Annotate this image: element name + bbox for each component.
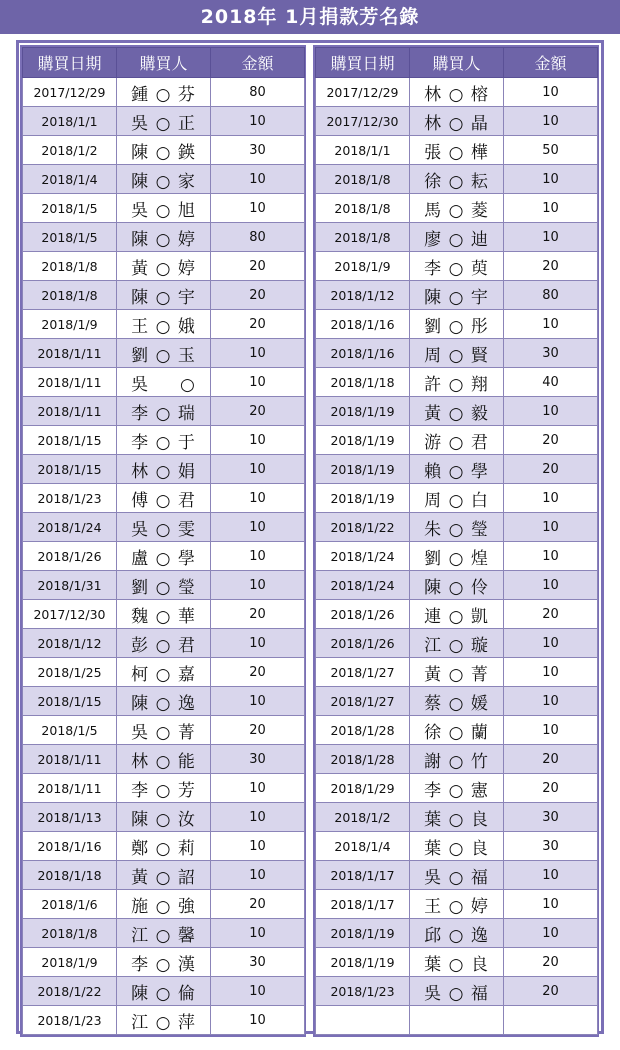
cell-amount: 10	[504, 194, 598, 223]
table-row	[316, 339, 598, 368]
cell-date: 2018/1/26	[316, 600, 410, 629]
cell-amount: 10	[504, 542, 598, 571]
cell-name: 柯 ○ 嘉	[117, 658, 211, 687]
cell-name: 劉 ○ 煌	[410, 542, 504, 571]
cell-name: 李 ○ 萸	[410, 252, 504, 281]
cell-name: 邱 ○ 逸	[410, 919, 504, 948]
cell-amount: 80	[211, 223, 305, 252]
table-row	[23, 774, 305, 803]
cell-date: 2018/1/8	[23, 919, 117, 948]
table-row	[316, 774, 598, 803]
cell-name: 劉 ○ 玉	[117, 339, 211, 368]
cell-name: 吳 ○	[117, 368, 211, 397]
cell-date: 2018/1/11	[23, 745, 117, 774]
cell-date: 2018/1/11	[23, 368, 117, 397]
cell-name: 李 ○ 瑞	[117, 397, 211, 426]
table-row	[23, 397, 305, 426]
cell-name: 傅 ○ 君	[117, 484, 211, 513]
cell-name: 吳 ○ 旭	[117, 194, 211, 223]
cell-name: 葉 ○ 良	[410, 803, 504, 832]
table-row	[23, 252, 305, 281]
table-row	[23, 629, 305, 658]
cell-name: 黃 ○ 菁	[410, 658, 504, 687]
table-row	[316, 861, 598, 890]
table-row	[316, 252, 598, 281]
cell-name: 廖 ○ 迪	[410, 223, 504, 252]
cell-name: 李 ○ 芳	[117, 774, 211, 803]
cell-name: 吳 ○ 福	[410, 977, 504, 1006]
cell-amount: 20	[211, 658, 305, 687]
table-row	[23, 832, 305, 861]
header-amount: 金額	[211, 48, 305, 78]
cell-date: 2017/12/30	[316, 107, 410, 136]
table-row	[23, 513, 305, 542]
cell-date: 2018/1/15	[23, 455, 117, 484]
cell-date: 2018/1/22	[23, 977, 117, 1006]
cell-amount: 80	[504, 281, 598, 310]
cell-date: 2018/1/4	[23, 165, 117, 194]
cell-name: 王 ○ 娥	[117, 310, 211, 339]
table-row	[23, 426, 305, 455]
cell-amount: 10	[504, 687, 598, 716]
cell-date: 2018/1/11	[23, 774, 117, 803]
cell-amount: 10	[504, 658, 598, 687]
cell-name: 彭 ○ 君	[117, 629, 211, 658]
cell-amount: 10	[211, 977, 305, 1006]
cell-date: 2018/1/8	[23, 281, 117, 310]
cell-amount: 10	[211, 803, 305, 832]
cell-date: 2018/1/9	[316, 252, 410, 281]
page-title: 2018年 1月捐款芳名錄	[0, 0, 620, 34]
table-row	[316, 977, 598, 1006]
cell-date: 2018/1/13	[23, 803, 117, 832]
cell-name: 賴 ○ 學	[410, 455, 504, 484]
cell-date: 2018/1/5	[23, 716, 117, 745]
cell-name: 游 ○ 君	[410, 426, 504, 455]
cell-name: 陳 ○ 宇	[117, 281, 211, 310]
cell-date: 2018/1/15	[23, 426, 117, 455]
cell-name: 林 ○ 晶	[410, 107, 504, 136]
cell-date: 2018/1/19	[316, 426, 410, 455]
table-header-row	[316, 48, 598, 78]
table-row	[23, 455, 305, 484]
cell-date: 2018/1/2	[23, 136, 117, 165]
cell-date: 2018/1/19	[316, 455, 410, 484]
cell-name: 蔡 ○ 媛	[410, 687, 504, 716]
cell-amount: 10	[211, 832, 305, 861]
table-row	[23, 803, 305, 832]
cell-date: 2018/1/8	[316, 165, 410, 194]
cell-name: 陳 ○ 汝	[117, 803, 211, 832]
cell-date: 2018/1/28	[316, 716, 410, 745]
cell-date: 2018/1/12	[316, 281, 410, 310]
cell-name: 謝 ○ 竹	[410, 745, 504, 774]
cell-date: 2017/12/29	[316, 78, 410, 107]
cell-amount: 10	[211, 629, 305, 658]
cell-date: 2018/1/17	[316, 861, 410, 890]
cell-amount: 20	[211, 397, 305, 426]
cell-name: 徐 ○ 蘭	[410, 716, 504, 745]
table-row	[23, 78, 305, 107]
cell-amount: 30	[504, 339, 598, 368]
cell-amount: 10	[211, 861, 305, 890]
cell-date: 2018/1/26	[23, 542, 117, 571]
cell-amount: 10	[504, 165, 598, 194]
cell-date: 2018/1/24	[23, 513, 117, 542]
table-row	[23, 1006, 305, 1035]
cell-name	[410, 1006, 504, 1035]
cell-amount: 20	[504, 455, 598, 484]
table-row	[23, 339, 305, 368]
cell-amount: 10	[211, 426, 305, 455]
cell-name: 劉 ○ 彤	[410, 310, 504, 339]
header-amount: 金額	[504, 48, 598, 78]
cell-amount: 20	[504, 977, 598, 1006]
cell-amount: 10	[211, 368, 305, 397]
table-row	[23, 861, 305, 890]
cell-amount: 10	[504, 890, 598, 919]
cell-amount: 10	[504, 223, 598, 252]
cell-amount: 20	[211, 600, 305, 629]
table-row	[23, 281, 305, 310]
cell-date: 2018/1/11	[23, 397, 117, 426]
cell-date: 2018/1/5	[23, 223, 117, 252]
cell-name: 王 ○ 婷	[410, 890, 504, 919]
cell-amount: 10	[504, 861, 598, 890]
cell-date: 2018/1/26	[316, 629, 410, 658]
cell-amount: 10	[504, 571, 598, 600]
cell-amount: 10	[211, 774, 305, 803]
cell-date: 2018/1/2	[316, 803, 410, 832]
cell-name: 江 ○ 璇	[410, 629, 504, 658]
cell-name: 黃 ○ 詔	[117, 861, 211, 890]
table-row	[23, 571, 305, 600]
cell-date: 2018/1/19	[316, 484, 410, 513]
cell-date: 2018/1/23	[23, 484, 117, 513]
cell-amount: 10	[211, 484, 305, 513]
cell-amount: 20	[211, 716, 305, 745]
cell-date: 2018/1/18	[23, 861, 117, 890]
cell-date: 2018/1/23	[316, 977, 410, 1006]
cell-name: 劉 ○ 瑩	[117, 571, 211, 600]
cell-name: 吳 ○ 福	[410, 861, 504, 890]
cell-amount: 80	[211, 78, 305, 107]
cell-amount: 10	[211, 919, 305, 948]
cell-name: 陳 ○ 婷	[117, 223, 211, 252]
cell-amount: 50	[504, 136, 598, 165]
cell-amount: 30	[211, 948, 305, 977]
cell-amount: 20	[504, 774, 598, 803]
table-row	[316, 107, 598, 136]
table-row	[316, 803, 598, 832]
header-date: 購買日期	[23, 48, 117, 78]
cell-name: 鄭 ○ 莉	[117, 832, 211, 861]
cell-amount: 20	[504, 426, 598, 455]
cell-amount: 10	[211, 107, 305, 136]
cell-amount: 20	[211, 890, 305, 919]
cell-name: 李 ○ 憲	[410, 774, 504, 803]
cell-name: 鍾 ○ 芬	[117, 78, 211, 107]
cell-amount: 20	[504, 600, 598, 629]
cell-name: 葉 ○ 良	[410, 832, 504, 861]
table-row	[23, 484, 305, 513]
cell-amount: 10	[504, 78, 598, 107]
cell-date: 2017/12/30	[23, 600, 117, 629]
right-donation-table-panel	[313, 45, 599, 1037]
cell-date: 2018/1/16	[23, 832, 117, 861]
table-row	[316, 629, 598, 658]
table-row	[23, 745, 305, 774]
cell-name: 李 ○ 漢	[117, 948, 211, 977]
left-table-body	[23, 78, 305, 1035]
cell-amount: 10	[504, 484, 598, 513]
table-row	[316, 484, 598, 513]
cell-name: 周 ○ 白	[410, 484, 504, 513]
cell-name: 陳 ○ 家	[117, 165, 211, 194]
cell-date: 2018/1/25	[23, 658, 117, 687]
cell-name: 馬 ○ 菱	[410, 194, 504, 223]
cell-amount: 10	[211, 542, 305, 571]
table-row	[23, 136, 305, 165]
cell-name: 徐 ○ 耘	[410, 165, 504, 194]
table-row	[23, 716, 305, 745]
cell-amount: 30	[211, 745, 305, 774]
table-row	[23, 948, 305, 977]
cell-date: 2018/1/5	[23, 194, 117, 223]
cell-date: 2018/1/17	[316, 890, 410, 919]
cell-name: 朱 ○ 瑩	[410, 513, 504, 542]
cell-amount: 10	[504, 310, 598, 339]
cell-name: 江 ○ 馨	[117, 919, 211, 948]
cell-name: 施 ○ 強	[117, 890, 211, 919]
table-row	[316, 716, 598, 745]
cell-name: 陳 ○ 伶	[410, 571, 504, 600]
cell-date: 2018/1/12	[23, 629, 117, 658]
table-row	[316, 513, 598, 542]
table-header-row	[23, 48, 305, 78]
cell-amount: 20	[504, 948, 598, 977]
cell-date: 2018/1/24	[316, 571, 410, 600]
table-row	[316, 571, 598, 600]
cell-date: 2018/1/23	[23, 1006, 117, 1035]
cell-date: 2018/1/8	[23, 252, 117, 281]
table-row	[316, 78, 598, 107]
cell-amount: 10	[504, 629, 598, 658]
cell-date: 2018/1/29	[316, 774, 410, 803]
cell-date: 2018/1/18	[316, 368, 410, 397]
table-row	[316, 136, 598, 165]
cell-amount: 30	[504, 832, 598, 861]
cell-amount: 10	[211, 165, 305, 194]
cell-name: 黃 ○ 毅	[410, 397, 504, 426]
header-name: 購買人	[410, 48, 504, 78]
header-date: 購買日期	[316, 48, 410, 78]
cell-date: 2018/1/19	[316, 948, 410, 977]
table-row	[316, 658, 598, 687]
cell-amount: 10	[211, 339, 305, 368]
cell-date: 2018/1/6	[23, 890, 117, 919]
cell-amount: 20	[211, 310, 305, 339]
cell-amount: 10	[211, 687, 305, 716]
cell-date: 2018/1/19	[316, 919, 410, 948]
cell-date: 2018/1/1	[23, 107, 117, 136]
table-row	[316, 745, 598, 774]
table-row	[23, 977, 305, 1006]
table-row	[23, 658, 305, 687]
table-row	[23, 310, 305, 339]
table-row	[316, 426, 598, 455]
table-row	[316, 165, 598, 194]
cell-date: 2018/1/28	[316, 745, 410, 774]
cell-name: 吳 ○ 正	[117, 107, 211, 136]
cell-name: 林 ○ 榕	[410, 78, 504, 107]
table-row	[316, 890, 598, 919]
cell-name: 周 ○ 賢	[410, 339, 504, 368]
cell-date: 2018/1/27	[316, 687, 410, 716]
cell-name: 林 ○ 娟	[117, 455, 211, 484]
cell-name: 陳 ○ 倫	[117, 977, 211, 1006]
cell-amount: 30	[211, 136, 305, 165]
cell-date: 2018/1/24	[316, 542, 410, 571]
cell-date: 2018/1/8	[316, 194, 410, 223]
cell-amount: 40	[504, 368, 598, 397]
cell-amount: 20	[211, 252, 305, 281]
cell-date: 2018/1/8	[316, 223, 410, 252]
cell-amount: 10	[211, 194, 305, 223]
table-row	[316, 919, 598, 948]
table-row	[23, 919, 305, 948]
table-row	[316, 542, 598, 571]
cell-amount: 10	[211, 513, 305, 542]
cell-name: 陳 ○ 鍈	[117, 136, 211, 165]
cell-amount: 20	[211, 281, 305, 310]
cell-amount: 10	[504, 513, 598, 542]
cell-date: 2018/1/9	[23, 948, 117, 977]
cell-name: 陳 ○ 宇	[410, 281, 504, 310]
cell-name: 張 ○ 樺	[410, 136, 504, 165]
table-row	[316, 281, 598, 310]
table-row	[316, 397, 598, 426]
cell-date: 2017/12/29	[23, 78, 117, 107]
table-row	[316, 368, 598, 397]
cell-amount: 20	[504, 745, 598, 774]
table-row	[316, 223, 598, 252]
table-row	[23, 107, 305, 136]
table-row	[23, 600, 305, 629]
cell-date: 2018/1/16	[316, 339, 410, 368]
cell-date: 2018/1/16	[316, 310, 410, 339]
cell-amount: 10	[211, 1006, 305, 1035]
cell-amount: 10	[211, 571, 305, 600]
cell-amount: 10	[504, 919, 598, 948]
table-row	[316, 194, 598, 223]
cell-name: 江 ○ 萍	[117, 1006, 211, 1035]
cell-name: 陳 ○ 逸	[117, 687, 211, 716]
cell-name: 吳 ○ 菁	[117, 716, 211, 745]
table-row	[23, 542, 305, 571]
cell-name: 許 ○ 翔	[410, 368, 504, 397]
cell-date: 2018/1/22	[316, 513, 410, 542]
cell-name: 連 ○ 凱	[410, 600, 504, 629]
cell-date: 2018/1/4	[316, 832, 410, 861]
table-row	[23, 687, 305, 716]
cell-name: 魏 ○ 華	[117, 600, 211, 629]
cell-date: 2018/1/1	[316, 136, 410, 165]
left-donation-table-panel	[20, 45, 306, 1037]
cell-amount	[504, 1006, 598, 1035]
cell-name: 李 ○ 于	[117, 426, 211, 455]
cell-date: 2018/1/19	[316, 397, 410, 426]
cell-date: 2018/1/15	[23, 687, 117, 716]
cell-date: 2018/1/9	[23, 310, 117, 339]
cell-amount: 30	[504, 803, 598, 832]
cell-amount: 10	[504, 397, 598, 426]
right-table-body	[316, 78, 598, 1035]
cell-date	[316, 1006, 410, 1035]
table-row	[316, 600, 598, 629]
table-row	[316, 687, 598, 716]
cell-name: 盧 ○ 學	[117, 542, 211, 571]
cell-name: 林 ○ 能	[117, 745, 211, 774]
cell-name: 吳 ○ 雯	[117, 513, 211, 542]
cell-amount: 10	[504, 716, 598, 745]
table-row	[23, 194, 305, 223]
cell-amount: 10	[504, 107, 598, 136]
table-row	[23, 165, 305, 194]
right-donation-table	[315, 47, 598, 1035]
table-row	[23, 223, 305, 252]
cell-amount: 10	[211, 455, 305, 484]
table-row	[316, 948, 598, 977]
table-row	[316, 832, 598, 861]
cell-date: 2018/1/11	[23, 339, 117, 368]
table-row	[316, 310, 598, 339]
left-donation-table	[22, 47, 305, 1035]
table-row	[316, 1006, 598, 1035]
table-row	[23, 368, 305, 397]
cell-date: 2018/1/27	[316, 658, 410, 687]
table-row	[316, 455, 598, 484]
table-row	[23, 890, 305, 919]
cell-name: 黃 ○ 婷	[117, 252, 211, 281]
cell-amount: 20	[504, 252, 598, 281]
cell-name: 葉 ○ 良	[410, 948, 504, 977]
cell-date: 2018/1/31	[23, 571, 117, 600]
header-name: 購買人	[117, 48, 211, 78]
